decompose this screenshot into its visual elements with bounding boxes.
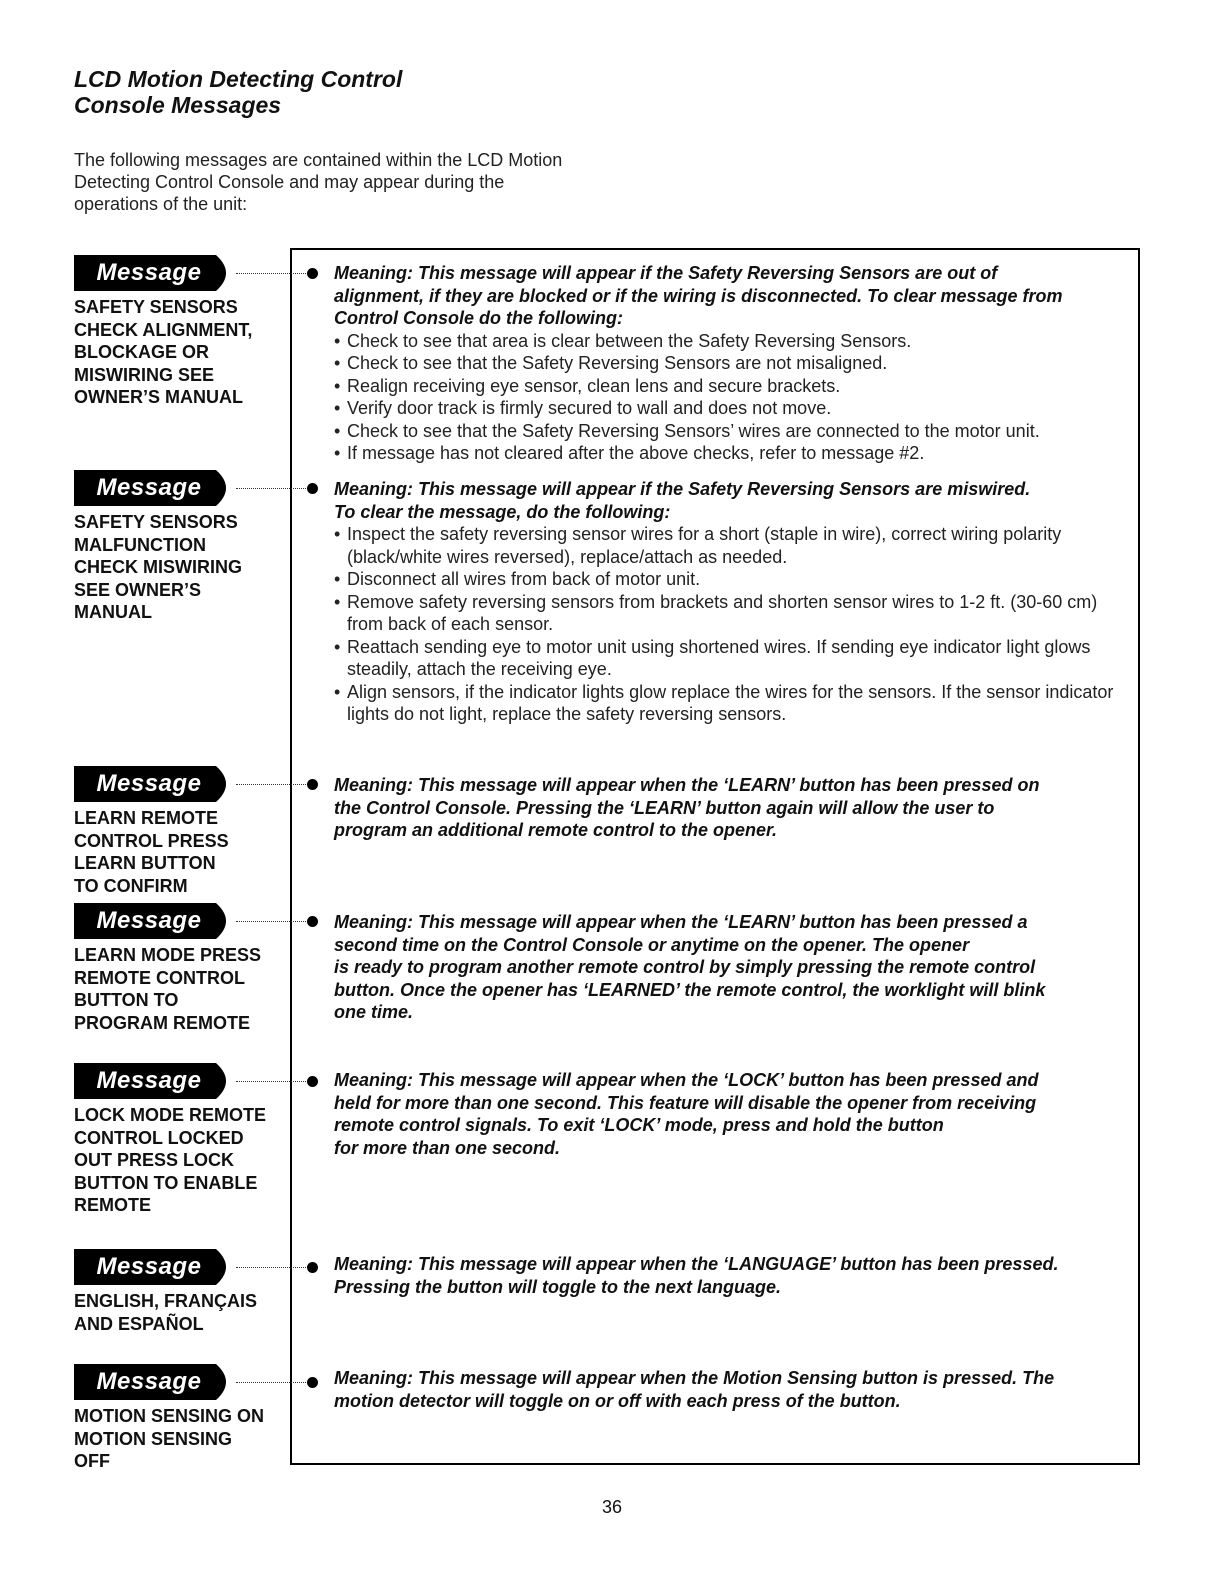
- message-badge-label: Message: [96, 259, 202, 286]
- lcd-message-text: [74, 1405, 289, 1473]
- lcd-message-line: BUTTON TO: [74, 990, 179, 1010]
- meaning-text: [334, 1069, 1134, 1159]
- lcd-message-text: [74, 1290, 289, 1335]
- meaning-line: Meaning: This message will appear when the ‘LOCK’ button has been pressed and: [334, 1070, 1039, 1090]
- meaning-line: alignment, if they are blocked or if the wiring is disconnected. To clear message from: [334, 285, 1063, 306]
- meaning-line: Meaning: This message will appear when the ‘LEARN’ button has been pressed a: [334, 912, 1028, 932]
- bullet-item: • If message has not cleared after the above checks, refer to message #2.: [334, 442, 1134, 465]
- bullet-item: • Align sensors, if the indicator lights glow replace the wires for the sensors. If the sensor indicator lights do not light, replace the safety reversing sensors.: [334, 681, 1134, 726]
- meaning-line: button. Once the opener has ‘LEARNED’ the remote control, the worklight will blink: [334, 979, 1046, 1000]
- meaning-block: [334, 1069, 1134, 1159]
- message-badge: [74, 470, 236, 506]
- lcd-message-line: OFF: [74, 1451, 110, 1471]
- meaning-text: [334, 1367, 1134, 1412]
- message-badge: [74, 1063, 236, 1099]
- bullet-dot: [307, 1262, 318, 1273]
- lcd-message-line: LEARN REMOTE: [74, 808, 218, 828]
- lcd-message-line: OWNER’S MANUAL: [74, 387, 243, 407]
- lcd-message-line: MALFUNCTION: [74, 534, 206, 555]
- bullet-item: • Verify door track is firmly secured to wall and does not move.: [334, 397, 1134, 420]
- lcd-message-text: [74, 944, 289, 1034]
- message-badge-label: Message: [96, 770, 202, 797]
- meaning-text: [334, 262, 1134, 330]
- meaning-line: Pressing the button will toggle to the next language.: [334, 1276, 782, 1297]
- meaning-line: held for more than one second. This feature will disable the opener from receiving: [334, 1092, 1037, 1113]
- lcd-message-line: CONTROL LOCKED: [74, 1127, 244, 1148]
- meaning-text: [334, 774, 1134, 842]
- message-badge: [74, 903, 236, 939]
- meaning-line: Meaning: This message will appear when the ‘LANGUAGE’ button has been pressed.: [334, 1254, 1059, 1274]
- meaning-block: [334, 911, 1134, 1024]
- message-badge: [74, 1249, 236, 1285]
- page-number: 36: [601, 1497, 623, 1517]
- meaning-line: Meaning: This message will appear when the ‘LEARN’ button has been pressed on: [334, 775, 1040, 795]
- lcd-message-line: LEARN BUTTON: [74, 853, 216, 873]
- leader-line: [236, 784, 308, 785]
- bullet-dot: [307, 268, 318, 279]
- lcd-message-line: SEE OWNER’S: [74, 579, 202, 600]
- lcd-message-line: OUT PRESS LOCK: [74, 1150, 235, 1170]
- intro-paragraph: The following messages are contained within the LCD Motion Detecting Control Console and may appear during the operations of the unit:: [74, 150, 563, 214]
- lcd-message-line: CONTROL PRESS: [74, 830, 229, 851]
- lcd-message-text: [74, 511, 289, 624]
- lcd-message-line: PROGRAM REMOTE: [74, 1012, 251, 1033]
- page-title: [74, 66, 402, 118]
- lcd-message-line: CHECK ALIGNMENT,: [74, 319, 253, 340]
- lcd-message-line: LEARN MODE PRESS: [74, 945, 262, 965]
- leader-line: [236, 273, 308, 274]
- meaning-block: [334, 1367, 1134, 1412]
- bullet-dot: [307, 916, 318, 927]
- bullet-item: • Realign receiving eye sensor, clean lens and secure brackets.: [334, 375, 1134, 398]
- lcd-message-line: MISWIRING SEE: [74, 364, 215, 385]
- meaning-line: is ready to program another remote control by simply pressing the remote control: [334, 957, 1036, 977]
- bullet-item: • Inspect the safety reversing sensor wires for a short (staple in wire), correct wiring polarity (black/white wires reversed), replace/attach as needed.: [334, 523, 1134, 568]
- meaning-line: To clear the message, do the following:: [334, 501, 671, 522]
- meaning-line: remote control signals. To exit ‘LOCK’ mode, press and hold the button: [334, 1115, 944, 1135]
- meaning-line: for more than one second.: [334, 1137, 561, 1158]
- lcd-message-line: SAFETY SENSORS: [74, 512, 238, 532]
- meaning-line: program an additional remote control to the opener.: [334, 820, 778, 840]
- lcd-message-line: ENGLISH, FRANÇAIS: [74, 1291, 258, 1311]
- bullet-item: • Check to see that area is clear between the Safety Reversing Sensors.: [334, 330, 1134, 353]
- meaning-block: [334, 262, 1134, 465]
- lcd-message-line: BLOCKAGE OR: [74, 342, 209, 362]
- lcd-message-line: REMOTE: [74, 1195, 152, 1215]
- bullet-dot: [307, 779, 318, 790]
- meaning-text: [334, 911, 1134, 1024]
- leader-line: [236, 1382, 308, 1383]
- leader-line: [236, 488, 308, 489]
- meaning-line: Meaning: This message will appear when the Motion Sensing button is pressed. The: [334, 1368, 1055, 1388]
- bullet-item: • Reattach sending eye to motor unit using shortened wires. If sending eye indicator light glows steadily, attach the receiving eye.: [334, 636, 1134, 681]
- lcd-message-line: LOCK MODE REMOTE: [74, 1105, 266, 1125]
- bullet-item: • Remove safety reversing sensors from brackets and shorten sensor wires to 1-2 ft. (30-60 cm) from back of each sensor.: [334, 591, 1134, 636]
- bullet-list: [334, 523, 1134, 726]
- page-title-line-1: LCD Motion Detecting Control: [74, 66, 403, 92]
- message-badge: [74, 1364, 236, 1400]
- bullet-dot: [307, 483, 318, 494]
- lcd-message-line: TO CONFIRM: [74, 875, 188, 896]
- message-badge-label: Message: [96, 1067, 202, 1094]
- lcd-message-text: [74, 807, 289, 897]
- message-badge-label: Message: [96, 907, 202, 934]
- lcd-message-text: [74, 296, 289, 409]
- message-badge: [74, 766, 236, 802]
- meaning-line: motion detector will toggle on or off with each press of the button.: [334, 1390, 901, 1411]
- meaning-text: [334, 1253, 1134, 1298]
- lcd-message-line: MOTION SENSING ON: [74, 1406, 265, 1426]
- bullet-item: • Disconnect all wires from back of motor unit.: [334, 568, 1134, 591]
- message-badge: [74, 255, 236, 291]
- message-badge-label: Message: [96, 474, 202, 501]
- lcd-message-line: CHECK MISWIRING: [74, 557, 242, 577]
- lcd-message-text: [74, 1104, 289, 1217]
- bullet-dot: [307, 1377, 318, 1388]
- leader-line: [236, 1267, 308, 1268]
- leader-line: [236, 921, 308, 922]
- meaning-block: [334, 774, 1134, 842]
- message-badge-label: Message: [96, 1253, 202, 1280]
- lcd-message-line: MOTION SENSING: [74, 1428, 233, 1449]
- leader-line: [236, 1081, 308, 1082]
- message-badge-label: Message: [96, 1368, 202, 1395]
- lcd-message-line: SAFETY SENSORS: [74, 297, 238, 317]
- meaning-block: [334, 478, 1134, 726]
- bullet-dot: [307, 1076, 318, 1087]
- bullet-list: [334, 330, 1134, 465]
- lcd-message-line: AND ESPAÑOL: [74, 1313, 204, 1334]
- meaning-line: second time on the Control Console or anytime on the opener. The opener: [334, 934, 970, 955]
- meaning-line: one time.: [334, 1002, 414, 1022]
- lcd-message-line: MANUAL: [74, 602, 152, 622]
- meaning-line: Meaning: This message will appear if the Safety Reversing Sensors are out of: [334, 263, 998, 283]
- lcd-message-line: REMOTE CONTROL: [74, 967, 245, 988]
- lcd-message-line: BUTTON TO ENABLE: [74, 1172, 258, 1193]
- meaning-text: [334, 478, 1134, 523]
- meaning-line: Meaning: This message will appear if the Safety Reversing Sensors are miswired.: [334, 479, 1031, 499]
- page-title-line-2: Console Messages: [74, 92, 282, 118]
- bullet-item: • Check to see that the Safety Reversing Sensors are not misaligned.: [334, 352, 1134, 375]
- bullet-item: • Check to see that the Safety Reversing Sensors’ wires are connected to the motor unit.: [334, 420, 1134, 443]
- meaning-line: the Control Console. Pressing the ‘LEARN’ button again will allow the user to: [334, 797, 995, 818]
- meaning-line: Control Console do the following:: [334, 308, 623, 328]
- meaning-block: [334, 1253, 1134, 1298]
